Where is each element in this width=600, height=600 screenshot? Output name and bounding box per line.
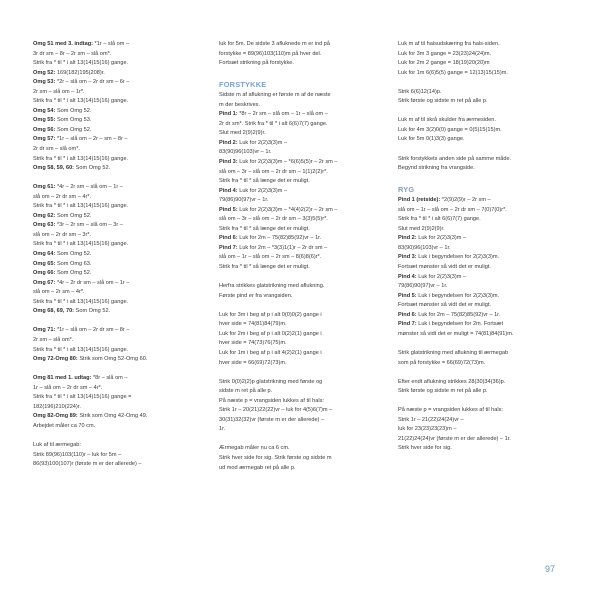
text-line [33,59,208,69]
row-label: Omg 67: [33,279,56,286]
text-line [398,292,573,302]
line-text: slå om – 2r dr sm – 3r*. [33,231,92,238]
line-text: Luk for 1m 6(6)5(5) gange = 12(13)15(15)m. [398,69,508,76]
line-text: sidste m ret på alle p. [219,388,273,395]
text-line [219,253,394,263]
line-text: Luk for 2m – 75(82)85(92)vr – 1r. [416,311,501,318]
text-line [33,88,208,98]
text-line [398,97,573,107]
text-line [398,330,573,340]
text-line [398,444,573,454]
row-label: Pind 6: [219,235,238,242]
text-line [398,206,573,216]
text-line [33,346,208,356]
line-text: Strik fra * til * i alt 6(6)7(7) gange. [398,216,481,223]
row-label: Pind 2: [398,235,417,242]
text-line [33,451,208,461]
line-text: Strik forstykkets anden side på samme måde. [398,155,512,162]
line-text: 182(196)210(224)r. [33,403,81,410]
line-text: Som Omg 52. [74,165,111,172]
text-line [398,59,573,69]
text-line [219,110,394,120]
line-text: Luk for 3m i beg af p i alt 0(0)0(2) gange i [219,311,322,318]
text-line [219,320,394,330]
text-line [33,97,208,107]
text-line [219,311,394,321]
row-label: Omg 56: [33,126,56,133]
text-line [219,50,394,60]
line-text: 2r dr sm – slå om*. [33,146,80,153]
text-line [398,301,573,311]
row-label: Omg 51 med 3. indtag: [33,41,93,47]
text-line [33,355,208,365]
line-text: Strik fra * til * i alt 13(14)15(16) gange. [33,298,129,305]
text-line [219,378,394,388]
text-line [219,91,394,101]
text-line [33,307,208,317]
line-text: 1r – slå om – 2r dr sm – 4r*. [33,384,103,391]
text-line [398,69,573,79]
text-line [398,164,573,174]
line-text: Strik fra * til * i alt 13(14)15(16) gange. [33,98,129,105]
text-line [33,202,208,212]
page-number: 97 [545,564,556,574]
text-line [33,269,208,279]
line-text: Ærmegab måler nu ca 6 cm. [219,445,290,452]
line-text: Fortsæt strikning på forstykke. [219,60,294,67]
text-line [33,403,208,413]
line-text: Luk af til ærmegab: [33,441,81,448]
text-line [219,158,394,168]
line-text: Første pind er fra vrangsiden. [219,292,293,299]
line-text: Luk for 2(2)3(3)m – *6(6)5(5)r – 2r sm – [237,159,338,166]
line-text: Luk for 2(2)3(3)m – [416,273,467,280]
paragraph-gap [398,368,573,378]
line-text: 2r sm – slå om*. [33,336,74,343]
row-label: Pind 3: [398,254,417,261]
line-text: Strik 1r – 20(21)22(22)vr – luk for 4(5)6(7)m – [219,407,333,414]
row-label: Omg 54: [33,107,56,114]
line-text: Strik fra * til * så længe det er muligt. [219,264,310,271]
text-column-2 [219,40,394,473]
text-line [33,145,208,155]
line-text: slå om – 1r – slå om – 2r dr sm – 7(0)7(0)r*. [398,206,507,213]
line-text: Herfra strikkes glatstrikning med aflukning. [219,283,325,290]
line-text: *1r – slå om – 2r dr sm – 8r – [55,327,130,334]
line-text: Luk for 2(2)3(3)m – *4(4)2(2)r – 2r sm – [237,206,338,213]
row-label: Omg 71: [33,327,56,334]
row-label: Pind 7: [398,321,417,328]
text-line [219,215,394,225]
line-text: Luk for 1m i beg af p i alt 4(2)2(1) gange i [219,349,322,356]
row-label: Pind 6: [398,311,417,318]
line-text: Luk i begyndelsen for 2(2)3(3)m. [416,254,500,261]
text-line [33,384,208,394]
line-text: Strik hver side for sig. Strik første og sidste m [219,454,332,461]
text-line [219,101,394,111]
line-text: Fortsæt mønster så vidt det er muligt. [398,302,491,309]
line-text: *4r – 2r sm – slå om – 1r – [55,184,123,191]
line-text: mønster så vidt det er muligt = 74(81)84(91)m. [398,330,514,337]
text-line [33,183,208,193]
row-label: Omg 55: [33,117,56,124]
text-line [219,387,394,397]
text-line [219,406,394,416]
text-line [33,221,208,231]
text-line [398,234,573,244]
text-line [33,422,208,432]
line-text: Strik første og sidste m ret på alle p. [398,388,488,395]
line-text: 3r dr sm – 8r – 2r sm – slå om*. [33,50,112,57]
text-line [219,282,394,292]
line-text: Strik 6(6)12(14)p. [398,88,442,95]
row-label: Omg 72-Omg 80: [33,356,78,363]
line-text: slå om – 1r – slå om – 2r sm – 8(6)8(6)r*. [219,254,322,261]
line-text: Strik hver side for sig. [398,445,452,452]
paragraph-gap [398,145,573,155]
row-label: Omg 63: [33,222,56,229]
text-line [219,59,394,69]
text-line [33,374,208,384]
text-line [33,393,208,403]
line-text: Som Omg 52. [55,251,92,258]
line-text: slå om – 2r dr sm – 4r*. [33,193,92,200]
row-label: Pind 4: [398,273,417,280]
line-text: Strik som Omg 52-Omg 60. [77,356,148,363]
text-line [398,349,573,359]
line-text: Strik fra * til * i alt 13(14)15(16) gange = [33,394,132,401]
text-line [33,336,208,346]
row-label: Omg 57: [33,136,56,143]
text-line [33,107,208,117]
line-text: luk for 23(23)23(23)m – [398,426,457,433]
line-text: 21(22)24(24)vr (første m er der allerede) – 1r. [398,435,511,442]
text-line [398,425,573,435]
line-text: Strik fra * til * så længe det er muligt. [219,225,310,232]
line-text: 79(86)90(97)vr – 1r. [398,283,448,290]
section-heading: RYG [398,185,415,195]
line-text: 2r dr sm*. Strik fra * til * i alt 6(6)7(7) gange. [219,120,328,127]
line-text: Strik fra * til * i alt 13(14)15(16) gange. [33,346,129,353]
text-line [33,298,208,308]
line-text: *1r – slå om – 2r – sm – 8r – [55,136,128,143]
row-label: Pind 4: [219,187,238,194]
paragraph-gap [219,301,394,311]
paragraph-gap [219,435,394,445]
text-line [33,155,208,165]
row-label: Pind 3: [219,159,238,166]
line-text: Strik 1r – 21(22)24(24)vr – [398,416,464,423]
line-text: *8r – slå om – [91,375,128,382]
text-line [398,253,573,263]
text-line [33,116,208,126]
line-text: Luk i begyndelsen for 2(2)3(3)m. [416,292,500,299]
line-text: Luk for 3m 3 gange = 23(23)24(24)m. [398,50,492,57]
section-heading: FORSTYKKE [219,80,267,90]
line-text: Strik fra * til * i alt 13(14)15(16) gange. [33,203,129,210]
line-text: På næste p = vrangsiden lukkes af til hals: [219,397,324,404]
row-label: Omg 64: [33,251,56,258]
text-line [219,349,394,359]
row-label: Omg 52: [33,69,56,76]
text-line [398,311,573,321]
paragraph-gap [33,431,208,441]
line-text: Som Omg 52. [55,126,92,133]
line-text: *2(9)2(9)r – 2r sm – [440,197,491,204]
paragraph-gap [219,368,394,378]
line-text: Som Omg 53. [55,117,92,124]
paragraph-gap [398,107,573,117]
row-label: Omg 68, 69, 70: [33,308,75,315]
line-text: slå om – 3r – slå om – 2r dr sm – 1(1)2(2)r*. [219,168,328,175]
line-text: Luk for 4m 3(2)0(0) gange = 0(5)15(15)m. [398,126,502,133]
text-line [398,378,573,388]
line-text: Luk for 5m 0(1)3(3) gange. [398,136,465,143]
row-label: Omg 65: [33,260,56,267]
line-text: Strik 0(0)2(2)p glatstrikning med første og [219,378,323,385]
text-line [219,425,394,435]
text-line [398,135,573,145]
row-label: Pind 5: [219,206,238,213]
text-line [398,406,573,416]
text-line [33,135,208,145]
row-label: Pind 7: [219,244,238,251]
text-line [33,78,208,88]
text-line [398,88,573,98]
line-text: Som Omg 52. [55,270,92,277]
line-text: slå om – 2r sm – 4r*. [33,289,85,296]
text-line [219,148,394,158]
text-line [219,292,394,302]
text-line [398,244,573,254]
text-line [219,40,394,50]
row-label: Omg 82-Omg 89: [33,413,78,420]
text-line [398,50,573,60]
line-text: 86(93)100(107)r (første m er der allerede) – [33,461,142,468]
text-line [219,263,394,273]
line-text: hver side = 74(81)84(79)m. [219,321,287,328]
line-text: Som Omg 52. [55,212,92,219]
line-text: 169(182)195(208)r. [55,69,105,76]
text-line [398,196,573,206]
paragraph-gap [398,174,573,184]
text-line [33,50,208,60]
line-text: ud mod ærmegab ret på alle p. [219,464,296,471]
text-line [219,330,394,340]
line-text: Som Omg 63. [55,260,92,267]
line-text: Luk i begyndelsen for 2m. Fortsæt [416,321,504,328]
line-text: *1r – slå om – [93,41,130,47]
text-line [33,326,208,336]
row-label: Pind 1 (retside): [398,197,441,204]
line-text: Arbejdet måler ca 70 cm. [33,422,96,429]
text-line [219,120,394,130]
text-line [219,339,394,349]
text-line [219,234,394,244]
text-column-1 [33,40,208,470]
text-line [33,164,208,174]
paragraph-gap [33,174,208,184]
text-line [33,126,208,136]
text-line [219,225,394,235]
text-line [398,155,573,165]
line-text: *8r – 2r sm – slå om – 1r – slå om – [237,111,328,118]
row-label: Omg 62: [33,212,56,219]
text-line [219,444,394,454]
text-line [33,231,208,241]
line-text: Luk for 2m 2 gange = 18(19)20(20)m [398,60,490,67]
text-line [219,454,394,464]
text-line [33,288,208,298]
line-text: På næste p = vrangsiden lukkes af til hals: [398,407,503,414]
line-text: forstykke = 89(96)103(110)m på hver del. [219,50,322,57]
text-line [219,397,394,407]
line-text: som på forstykke = 66(69)72(73)m. [398,359,486,366]
line-text: Strik glatstrikning med aflukning til ærmegab [398,349,509,356]
text-line [398,435,573,445]
line-text: Luk m af til skrå skulder fra ærmesiden. [398,117,496,124]
text-line [219,359,394,369]
line-text: Luk for 2(2)3(3)m – [237,139,288,146]
paragraph-gap [219,69,394,79]
line-text: Strik fra * til * i alt 13(14)15(16) gange. [33,155,129,162]
text-line [33,212,208,222]
row-label: Omg 81 med 1. udtag: [33,375,92,382]
text-column-3 [398,40,573,454]
text-line [398,225,573,235]
line-text: Fortsæt mønster så vidt det er muligt. [398,264,491,271]
text-line [33,412,208,422]
text-line [219,177,394,187]
line-text: *4r – 2r dr sm – slå om – 1r – [55,279,130,286]
line-text: hver side = 74(73)76(75)m. [219,340,287,347]
text-line [398,116,573,126]
line-text: Strik fra * til * i alt 13(14)15(16) gange. [33,60,129,67]
text-line [398,320,573,330]
line-text: Strik som Omg 42-Omg 49. [77,413,148,420]
text-line [219,206,394,216]
text-line [398,273,573,283]
line-text: m der beskrives. [219,101,261,108]
text-line [219,464,394,474]
text-line [33,441,208,451]
line-text: *3r – 2r sm – slå om – 3r – [55,222,123,229]
text-line [398,282,573,292]
line-text: Begynd strikning fra vrangside. [398,165,475,172]
row-label: Omg 58, 59, 60: [33,165,75,172]
paragraph-gap [33,365,208,375]
row-label: Omg 61: [33,184,56,191]
line-text: Strik fra * til * så længe det er muligt. [219,178,310,185]
line-text: 2r sm – slå om – 1r*. [33,88,85,95]
text-line [219,244,394,254]
text-line [219,139,394,149]
text-line [33,279,208,289]
line-text: Luk for 2m i beg af p i alt 0(2)2(1) gange i [219,330,322,337]
paragraph-gap [398,78,573,88]
text-line [398,359,573,369]
line-text: 79(86)90(97)vr – 1r. [219,197,269,204]
text-line [398,126,573,136]
line-text: Slut med 2(9)2(9)r. [398,225,445,232]
line-text: Efter endt aflukning strikkes 28(30)34(36)p. [398,378,506,385]
line-text: luk for 5m. De sidste 3 afluknede m er ind på [219,41,330,47]
line-text: Luk for 2m – *3(3)1(1)r – 2r dr sm – [237,244,328,251]
text-line [398,263,573,273]
line-text: hver side = 66(69)72(73)m. [219,359,287,366]
line-text: Som Omg 52. [55,107,92,114]
line-text: Luk for 2(2)3(3)m – [237,187,288,194]
paragraph-gap [219,273,394,283]
line-text: 83(90)96(103)vr – 1r. [398,244,451,251]
line-text: Luk for 2(2)3(3)m – [416,235,467,242]
line-text: Luk for 2m – 75(82)85(92)vr – 1r. [237,235,322,242]
line-text: Slut med 2(9)2(9)r. [219,130,266,137]
line-text: Strik første og sidste m ret på alle p. [398,98,488,105]
paragraph-gap [398,339,573,349]
line-text: 30(31)32(32)vr (første m er der allerede) – [219,416,325,423]
row-label: Pind 1: [219,111,238,118]
line-text: 83(90)96(103)vr – 1r. [219,149,272,156]
text-line [219,196,394,206]
line-text: 1r. [219,426,226,433]
line-text: slå om – 3r – slå om – 2r dr sm – 3(3)5(5)r*. [219,216,328,223]
line-text: Som Omg 52. [74,308,111,315]
text-line [33,260,208,270]
row-label: Omg 53: [33,79,56,86]
text-line [398,40,573,50]
text-line [219,129,394,139]
row-label: Pind 5: [398,292,417,299]
text-line [33,69,208,79]
text-line [33,40,208,50]
line-text: Strik 89(96)103(110)r – luk for 5m – [33,451,122,458]
text-line [33,250,208,260]
text-line [398,215,573,225]
text-line [33,240,208,250]
text-line [33,193,208,203]
line-text: *2r – slå om – 2r dr sm – 6r – [55,79,130,86]
line-text: Strik fra * til * i alt 13(14)15(16) gange. [33,241,129,248]
row-label: Pind 2: [219,139,238,146]
line-text: Sidste m af aflukning er første m af de næste [219,92,331,99]
line-text: Luk m af til halsudskæring fra hals-siden. [398,41,500,47]
text-line [398,387,573,397]
text-line [33,460,208,470]
text-line [219,416,394,426]
row-label: Omg 66: [33,270,56,277]
paragraph-gap [33,317,208,327]
text-line [398,416,573,426]
text-line [219,187,394,197]
paragraph-gap [398,397,573,407]
text-line [219,168,394,178]
